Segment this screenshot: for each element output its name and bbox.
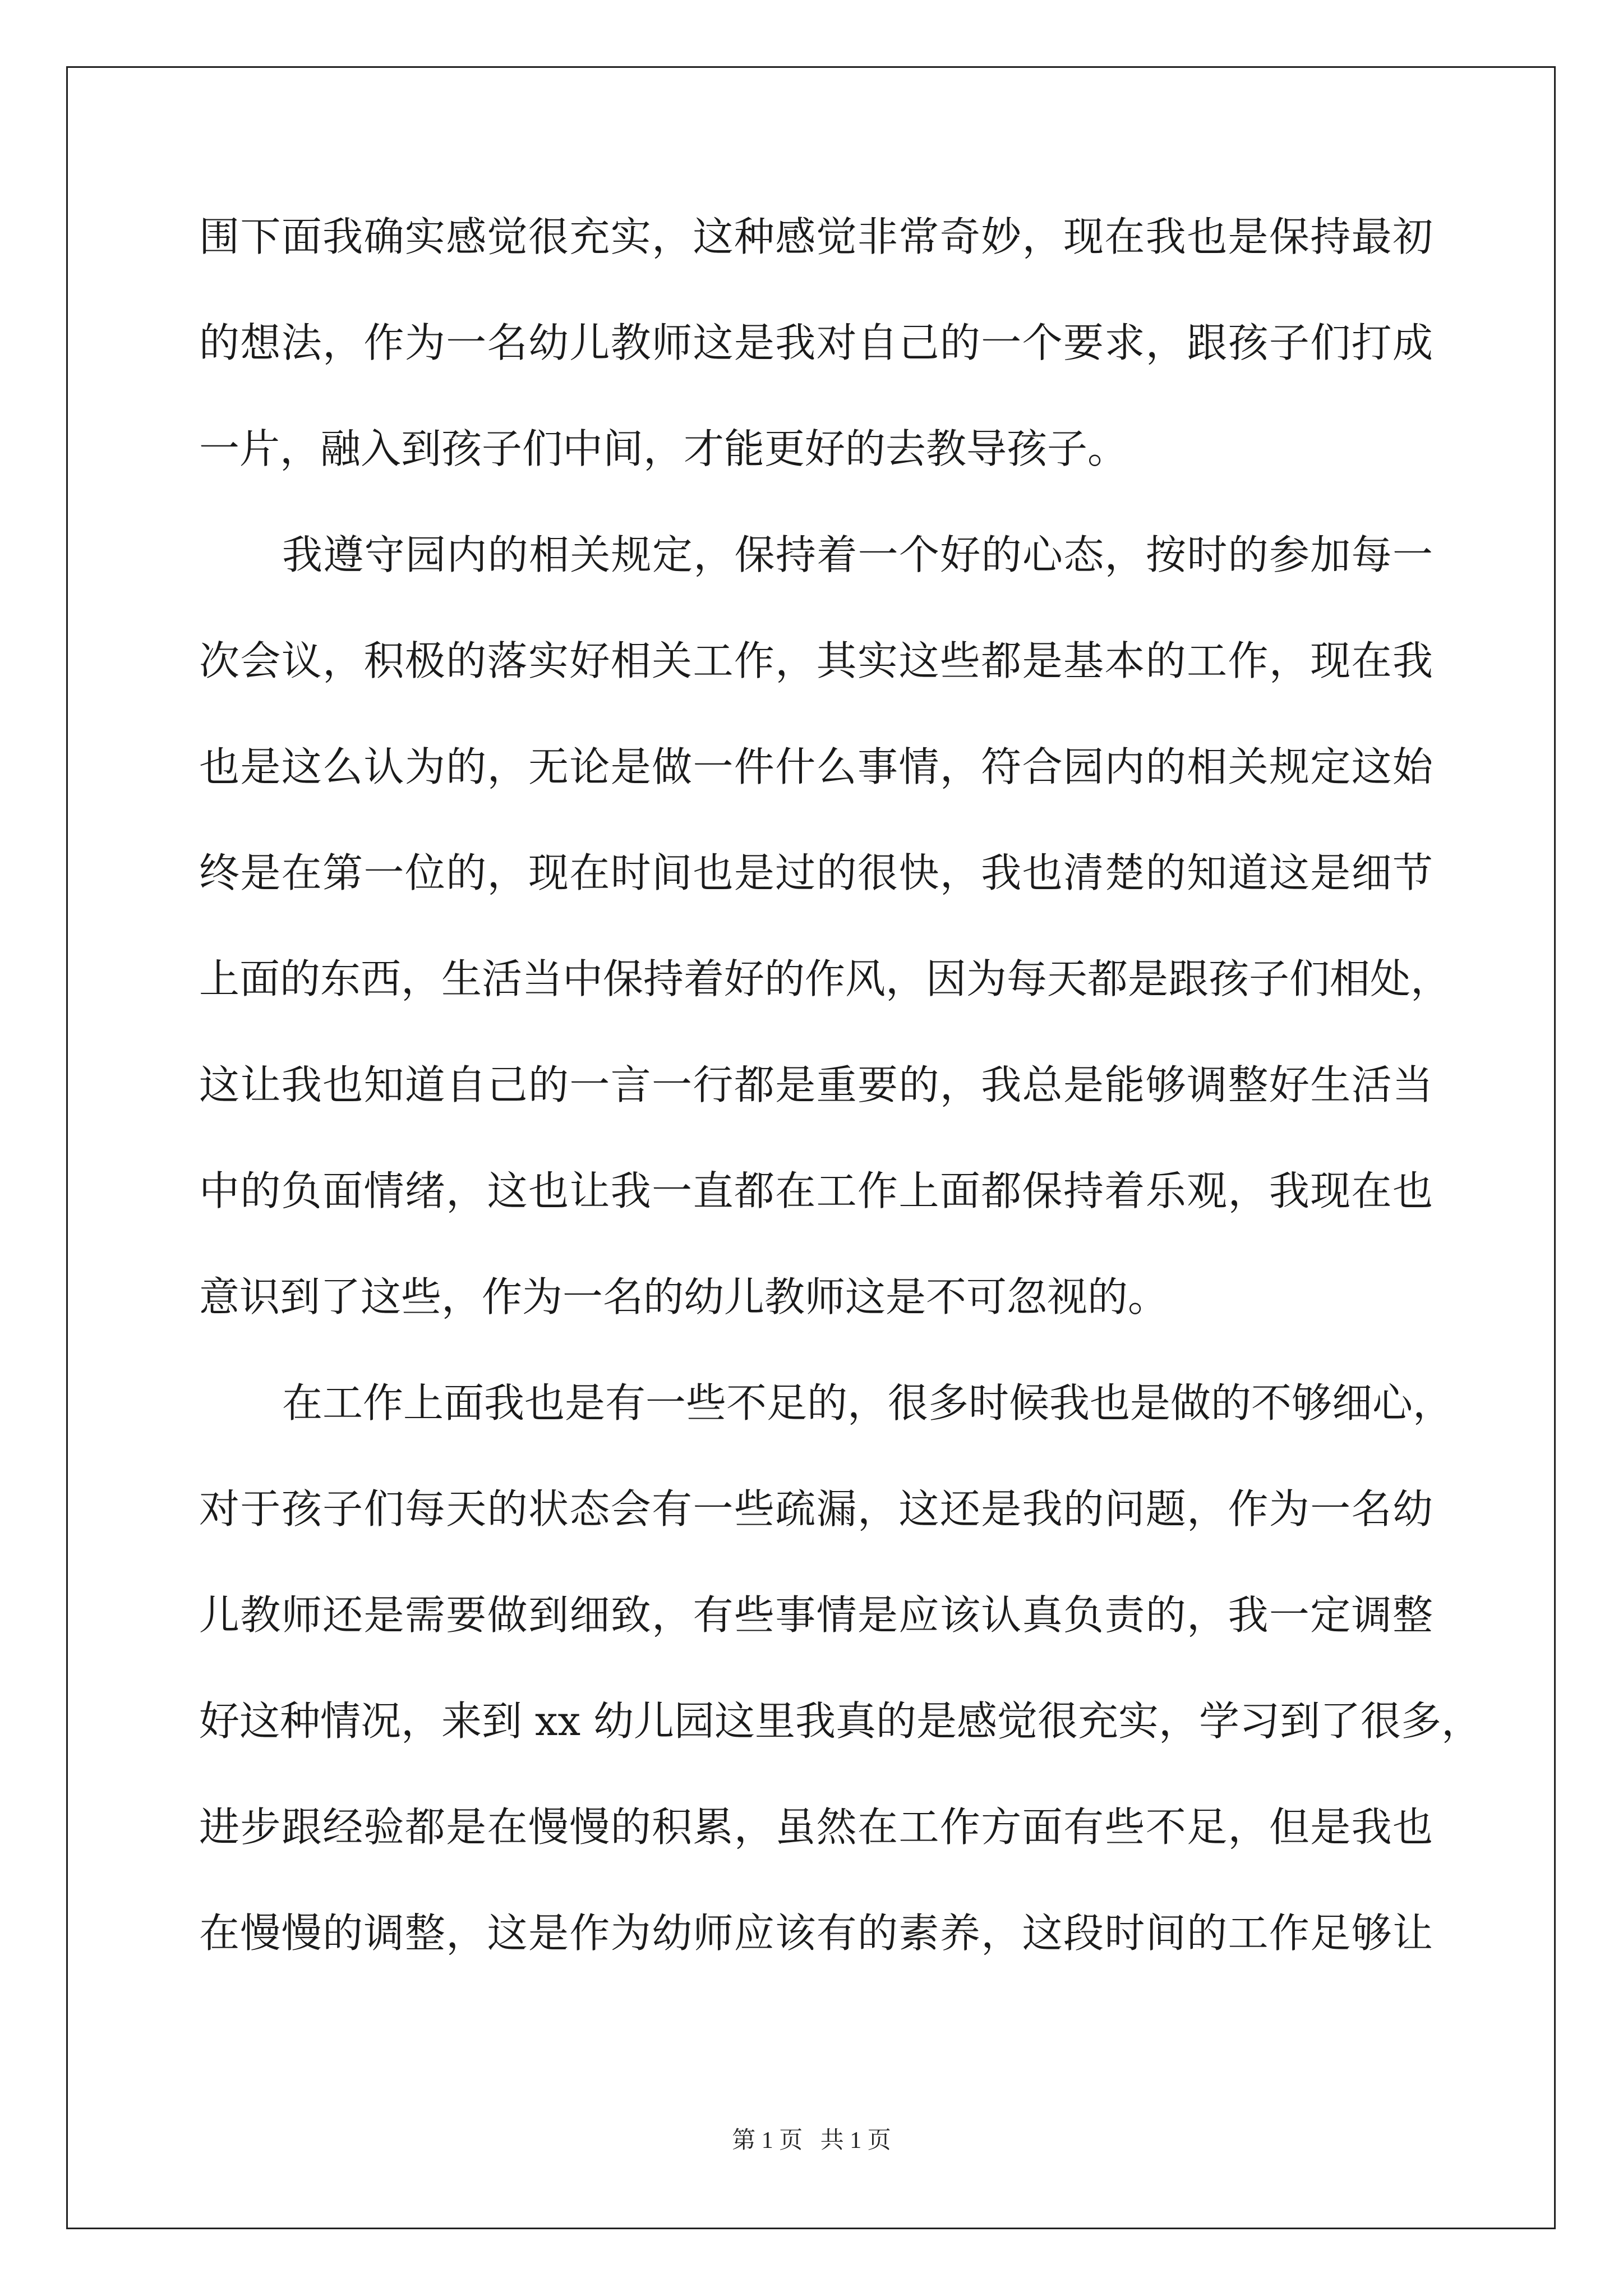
paragraph-line: 对于孩子们每天的状态会有一些疏漏，这还是我的问题，作为一名幼: [199, 1485, 1433, 1533]
paragraph-line: 次会议，积极的落实好相关工作，其实这些都是基本的工作，现在我: [199, 637, 1433, 684]
paragraph-line: 儿教师还是需要做到细致，有些事情是应该认真负责的，我一定调整: [199, 1591, 1433, 1639]
page-number-footer: 第 1 页 共 1 页: [732, 2128, 891, 2154]
paragraph-line: 上面的东西，生活当中保持着好的作风，因为每天都是跟孩子们相处，: [199, 955, 1451, 1002]
paragraph-line: 也是这么认为的，无论是做一件什么事情，符合园内的相关规定这始: [199, 743, 1433, 790]
paragraph-line: 的想法，作为一名幼儿教师这是我对自己的一个要求，跟孩子们打成: [199, 319, 1433, 366]
paragraph-line: 好这种情况，来到 xx 幼儿园这里我真的是感觉很充实，学习到了很多，: [199, 1697, 1482, 1745]
paragraph-line: 在工作上面我也是有一些不足的，很多时候我也是做的不够细心，: [282, 1379, 1454, 1427]
paragraph-line: 意识到了这些，作为一名的幼儿教师这是不可忽视的。: [199, 1273, 1169, 1320]
document-body: [199, 210, 1482, 2012]
paragraph-line: 终是在第一位的，现在时间也是过的很快，我也清楚的知道这是细节: [199, 849, 1433, 896]
paragraph-line: 这让我也知道自己的一言一行都是重要的，我总是能够调整好生活当: [199, 1061, 1433, 1108]
paragraph-line: 围下面我确实感觉很充实，这种感觉非常奇妙，现在我也是保持最初: [199, 213, 1433, 260]
paragraph-line: 在慢慢的调整，这是作为幼师应该有的素养，这段时间的工作足够让: [199, 1910, 1433, 1957]
paragraph-line: 中的负面情绪，这也让我一直都在工作上面都保持着乐观，我现在也: [199, 1167, 1433, 1214]
paragraph-line: 一片，融入到孩子们中间，才能更好的去教导孩子。: [199, 425, 1128, 472]
paragraph-line: 我遵守园内的相关规定，保持着一个好的心态，按时的参加每一: [282, 531, 1433, 578]
paragraph-line: 进步跟经验都是在慢慢的积累，虽然在工作方面有些不足，但是我也: [199, 1803, 1433, 1851]
